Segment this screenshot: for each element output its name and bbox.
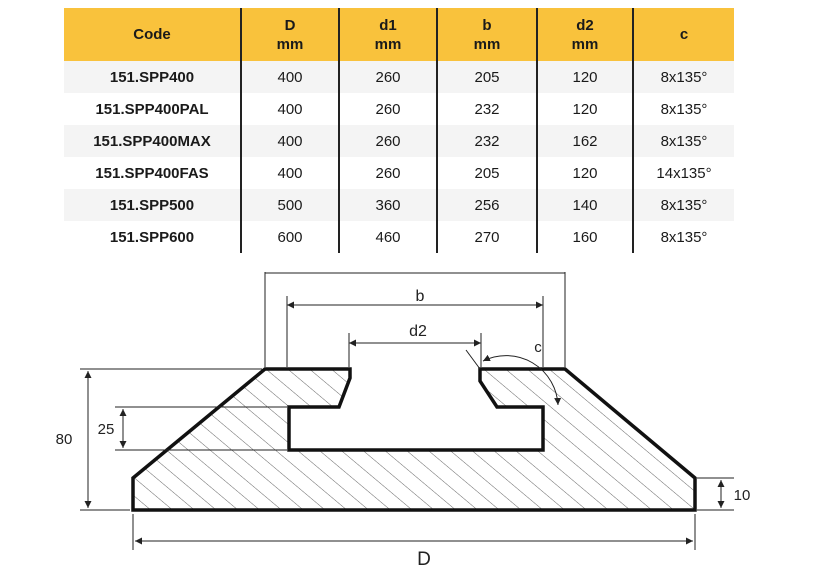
header-code-label: Code xyxy=(133,26,171,43)
cell-d2: 120 xyxy=(537,93,633,125)
label-height-total: 80 xyxy=(55,431,73,448)
header-D-label: D xyxy=(284,16,296,34)
cell-D: 400 xyxy=(241,93,339,125)
cell-d2: 120 xyxy=(537,61,633,93)
cell-b: 205 xyxy=(437,157,537,189)
cell-d1: 260 xyxy=(339,93,437,125)
cell-d1: 260 xyxy=(339,157,437,189)
cell-d1: 260 xyxy=(339,61,437,93)
cell-d1: 460 xyxy=(339,221,437,253)
cell-c: 8x135° xyxy=(633,189,734,221)
label-edge-height: 10 xyxy=(733,487,751,504)
header-d2-label: d2 xyxy=(576,16,594,34)
cell-D: 400 xyxy=(241,157,339,189)
cell-b: 256 xyxy=(437,189,537,221)
label-D: D xyxy=(417,549,431,570)
label-slot-depth: 25 xyxy=(97,421,115,438)
cell-code: 151.SPP600 xyxy=(64,221,241,253)
cell-c: 8x135° xyxy=(633,61,734,93)
cell-b: 205 xyxy=(437,61,537,93)
cell-d1: 260 xyxy=(339,125,437,157)
cell-c: 8x135° xyxy=(633,221,734,253)
cell-b: 232 xyxy=(437,93,537,125)
cell-D: 400 xyxy=(241,61,339,93)
cell-D: 600 xyxy=(241,221,339,253)
cell-c: 14x135° xyxy=(633,157,734,189)
header-d2-unit: mm xyxy=(571,35,599,53)
cell-code: 151.SPP400PAL xyxy=(64,93,241,125)
cell-d2: 140 xyxy=(537,189,633,221)
label-b: b xyxy=(415,288,425,305)
cell-D: 500 xyxy=(241,189,339,221)
profile-outline xyxy=(133,369,695,510)
cell-b: 270 xyxy=(437,221,537,253)
header-b-label: b xyxy=(482,16,492,34)
cell-d2: 162 xyxy=(537,125,633,157)
cell-c: 8x135° xyxy=(633,93,734,125)
dimension-d2 xyxy=(349,323,481,367)
cell-d1: 360 xyxy=(339,189,437,221)
cell-d2: 120 xyxy=(537,157,633,189)
header-c-label: c xyxy=(679,26,689,43)
header-d1-unit: mm xyxy=(374,35,402,53)
cell-code: 151.SPP400 xyxy=(64,61,241,93)
cell-D: 400 xyxy=(241,125,339,157)
cell-d2: 160 xyxy=(537,221,633,253)
header-b-unit: mm xyxy=(473,35,501,53)
header-d1-label: d1 xyxy=(379,16,397,34)
dimension-D xyxy=(133,514,695,570)
cell-b: 232 xyxy=(437,125,537,157)
dimension-edge-height-10 xyxy=(697,478,750,510)
cell-c: 8x135° xyxy=(633,125,734,157)
cell-code: 151.SPP400MAX xyxy=(64,125,241,157)
cell-code: 151.SPP500 xyxy=(64,189,241,221)
label-d2: d2 xyxy=(409,323,427,340)
cell-code: 151.SPP400FAS xyxy=(64,157,241,189)
label-c: c xyxy=(534,339,542,356)
header-D-unit: mm xyxy=(276,35,304,53)
